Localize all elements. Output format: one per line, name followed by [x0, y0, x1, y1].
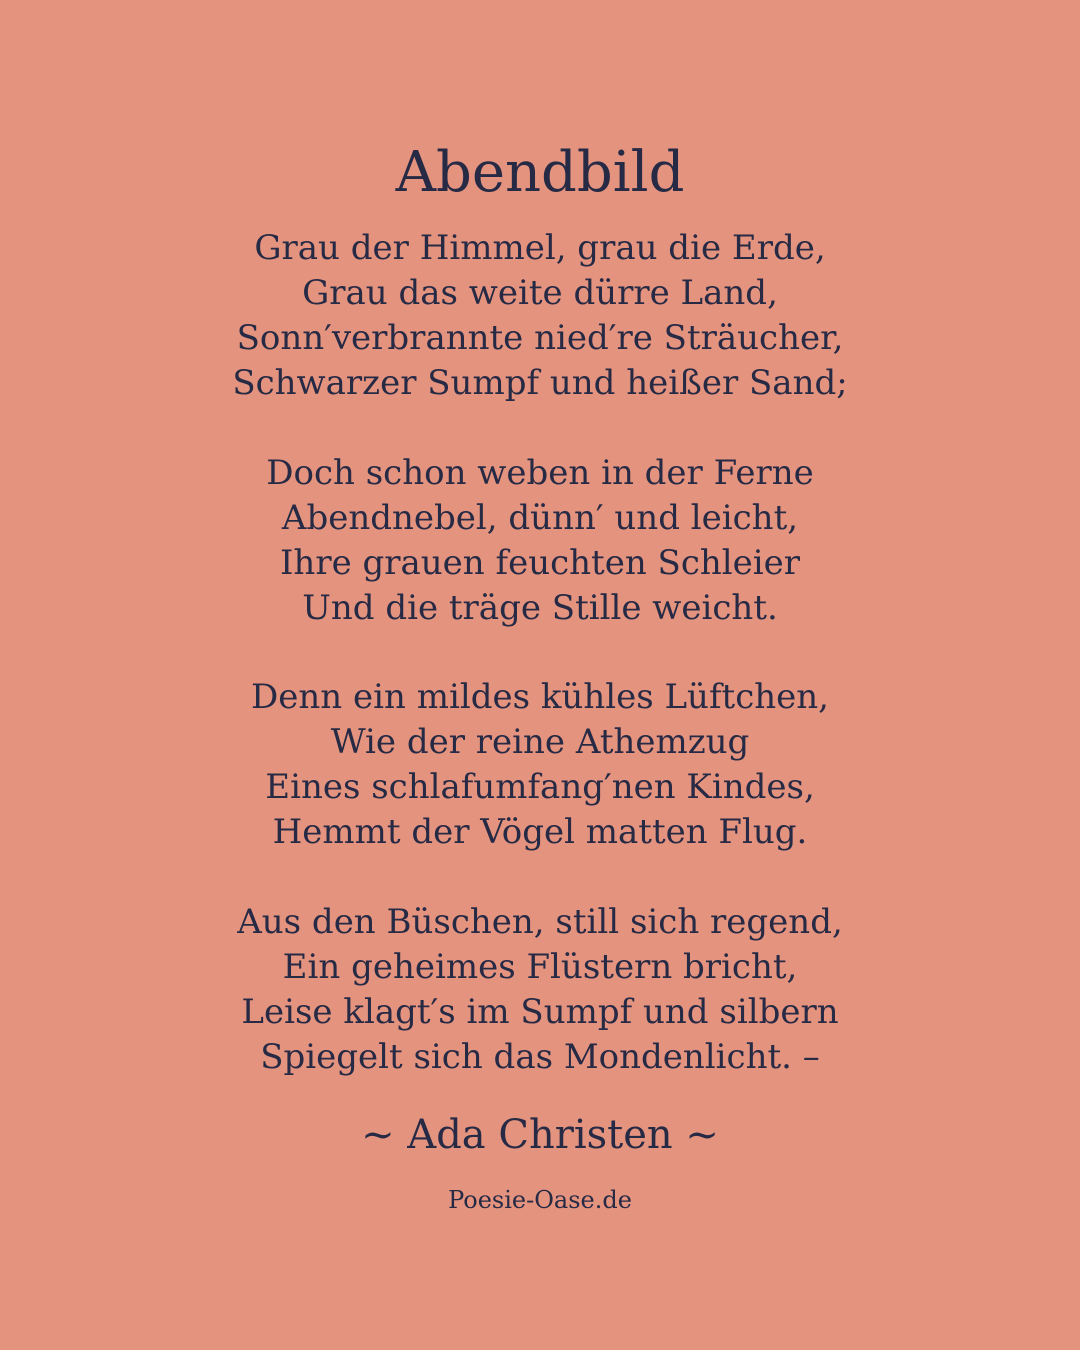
- poem-line: Und die träge Stille weicht.: [302, 588, 778, 628]
- poem-line: Ihre grauen feuchten Schleier: [279, 543, 801, 583]
- poem-line: Eines schlafumfang′nen Kindes,: [265, 767, 815, 807]
- poem-author: ~ Ada Christen ~: [361, 1112, 719, 1158]
- poem-line: Doch schon weben in der Ferne: [266, 453, 814, 493]
- poem-line: Spiegelt sich das Mondenlicht. –: [260, 1037, 820, 1077]
- poem-line: Schwarzer Sumpf und heißer Sand;: [232, 363, 848, 403]
- poem-line: Denn ein mildes kühles Lüftchen,: [251, 677, 829, 717]
- poem-line: Grau das weite dürre Land,: [302, 273, 778, 313]
- poem-line: Hemmt der Vögel matten Flug.: [272, 812, 808, 852]
- poem-line: Wie der reine Athemzug: [330, 722, 750, 762]
- poem-line: Aus den Büschen, still sich regend,: [237, 902, 843, 942]
- poem-line: Grau der Himmel, grau die Erde,: [254, 228, 826, 268]
- stanza-4: [0, 900, 1080, 1080]
- stanza-1: [0, 226, 1080, 406]
- poem-line: Abendnebel, dünn′ und leicht,: [281, 498, 799, 538]
- stanza-2: [0, 451, 1080, 631]
- poem-title: Abendbild: [395, 140, 685, 205]
- poem-line: Sonn′verbrannte nied′re Sträucher,: [236, 318, 844, 358]
- source-website: Poesie-Oase.de: [448, 1186, 632, 1214]
- poem-line: Ein geheimes Flüstern bricht,: [282, 947, 798, 987]
- stanza-3: [0, 675, 1080, 855]
- poem-line: Leise klagt′s im Sumpf und silbern: [241, 992, 839, 1032]
